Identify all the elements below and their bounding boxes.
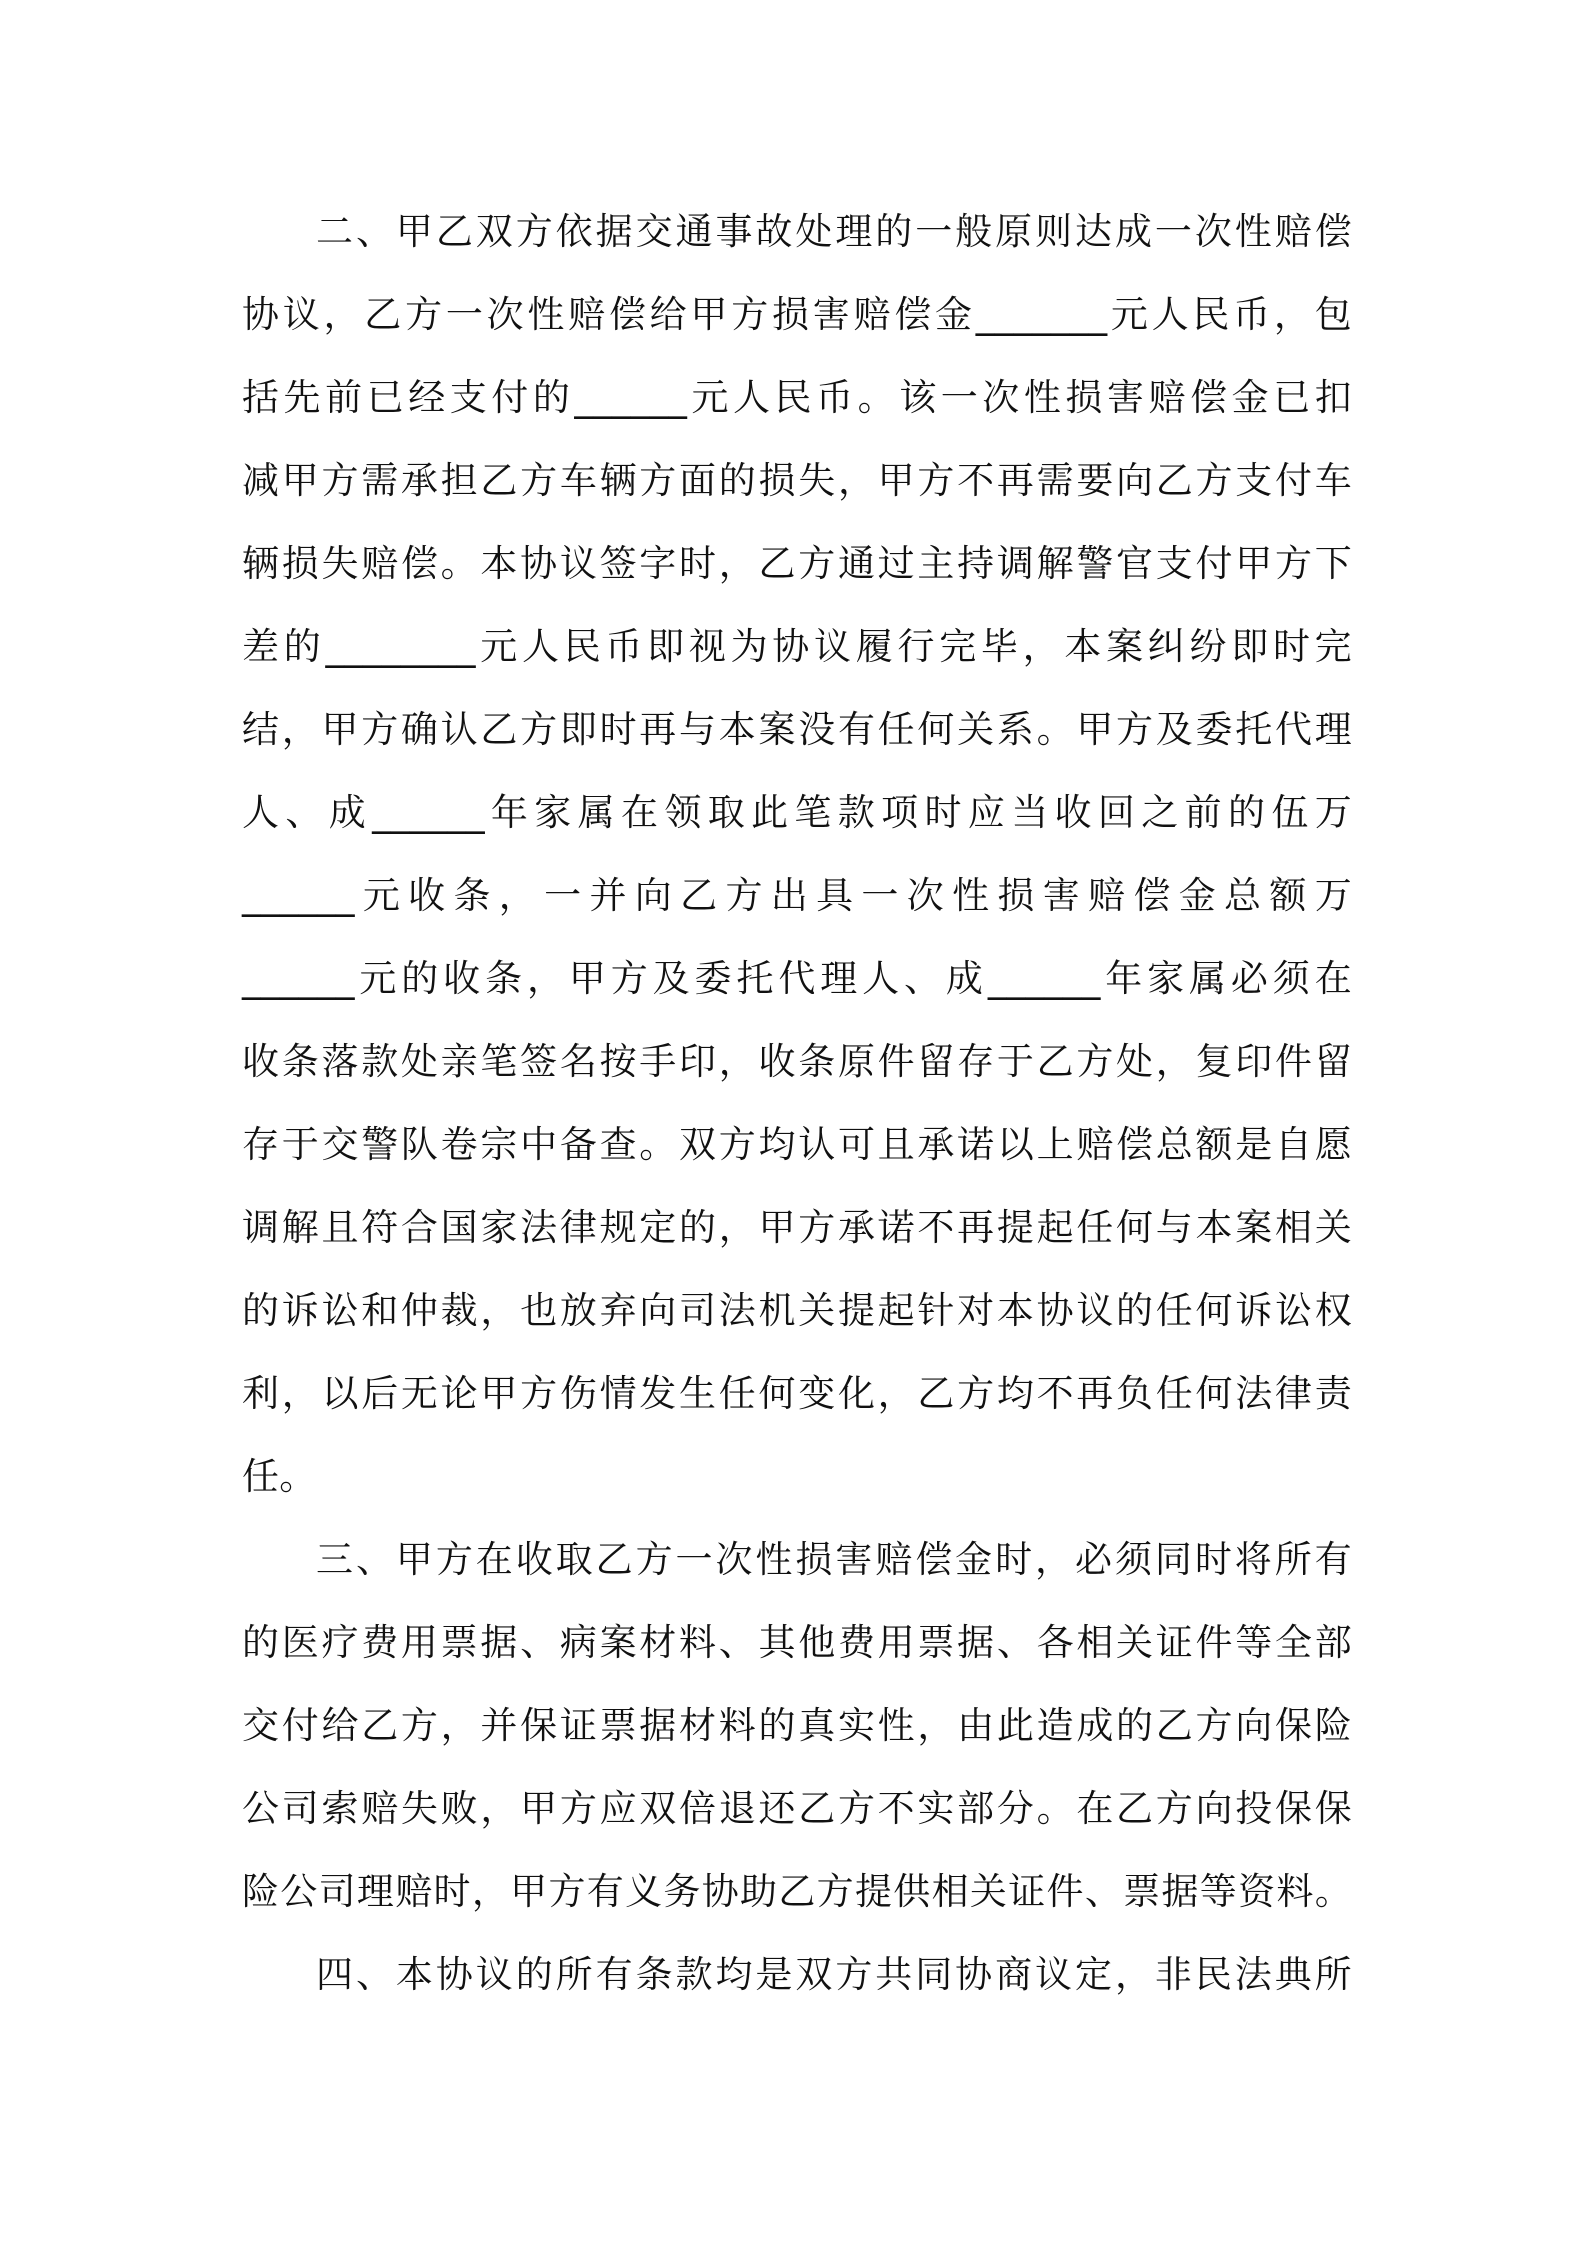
text-line: 存于交警队卷宗中备查。双方均认可且承诺以上赔偿总额是自愿 [242, 1123, 1352, 1166]
text-line: 任。 [242, 1455, 317, 1498]
text-line: 减甲方需承担乙方车辆方面的损失，甲方不再需要向乙方支付车 [242, 459, 1352, 502]
paragraph-clause-3 [242, 1518, 1352, 1933]
text-line: 辆损失赔偿。本协议签字时，乙方通过主持调解警官支付甲方下 [242, 542, 1352, 585]
text-line: 的诉讼和仲裁，也放弃向司法机关提起针对本协议的任何诉讼权 [242, 1289, 1352, 1332]
text-line: 收条落款处亲笔签名按手印，收条原件留存于乙方处，复印件留 [242, 1040, 1352, 1083]
text-line: 二、甲乙双方依据交通事故处理的一般原则达成一次性赔偿 [316, 210, 1352, 253]
text-line: 交付给乙方，并保证票据材料的真实性，由此造成的乙方向保险 [242, 1704, 1352, 1747]
text-line: 调解且符合国家法律规定的，甲方承诺不再提起任何与本案相关 [242, 1206, 1352, 1249]
text-line: ______元收条，一并向乙方出具一次性损害赔偿金总额万 [242, 874, 1352, 917]
text-line: 人、成______年家属在领取此笔款项时应当收回之前的伍万 [242, 791, 1352, 834]
text-line: 差的________元人民币即视为协议履行完毕，本案纠纷即时完 [242, 625, 1352, 668]
text-line: ______元的收条，甲方及委托代理人、成______年家属必须在 [242, 957, 1352, 1000]
paragraph-clause-4 [242, 1933, 1352, 2016]
paragraph-clause-2 [242, 190, 1352, 1518]
text-line: 的医疗费用票据、病案材料、其他费用票据、各相关证件等全部 [242, 1621, 1352, 1664]
text-line: 结，甲方确认乙方即时再与本案没有任何关系。甲方及委托代理 [242, 708, 1352, 751]
text-line: 三、甲方在收取乙方一次性损害赔偿金时，必须同时将所有 [316, 1538, 1352, 1581]
document-body [242, 190, 1352, 2016]
text-line: 利，以后无论甲方伤情发生任何变化，乙方均不再负任何法律责 [242, 1372, 1352, 1415]
text-line: 险公司理赔时，甲方有义务协助乙方提供相关证件、票据等资料。 [242, 1870, 1352, 1913]
text-line: 公司索赔失败，甲方应双倍退还乙方不实部分。在乙方向投保保 [242, 1787, 1352, 1830]
text-line: 括先前已经支付的______元人民币。该一次性损害赔偿金已扣 [242, 376, 1352, 419]
text-line: 四、本协议的所有条款均是双方共同协商议定，非民法典所 [316, 1953, 1352, 1996]
text-line: 协议，乙方一次性赔偿给甲方损害赔偿金_______元人民币，包 [242, 293, 1352, 336]
